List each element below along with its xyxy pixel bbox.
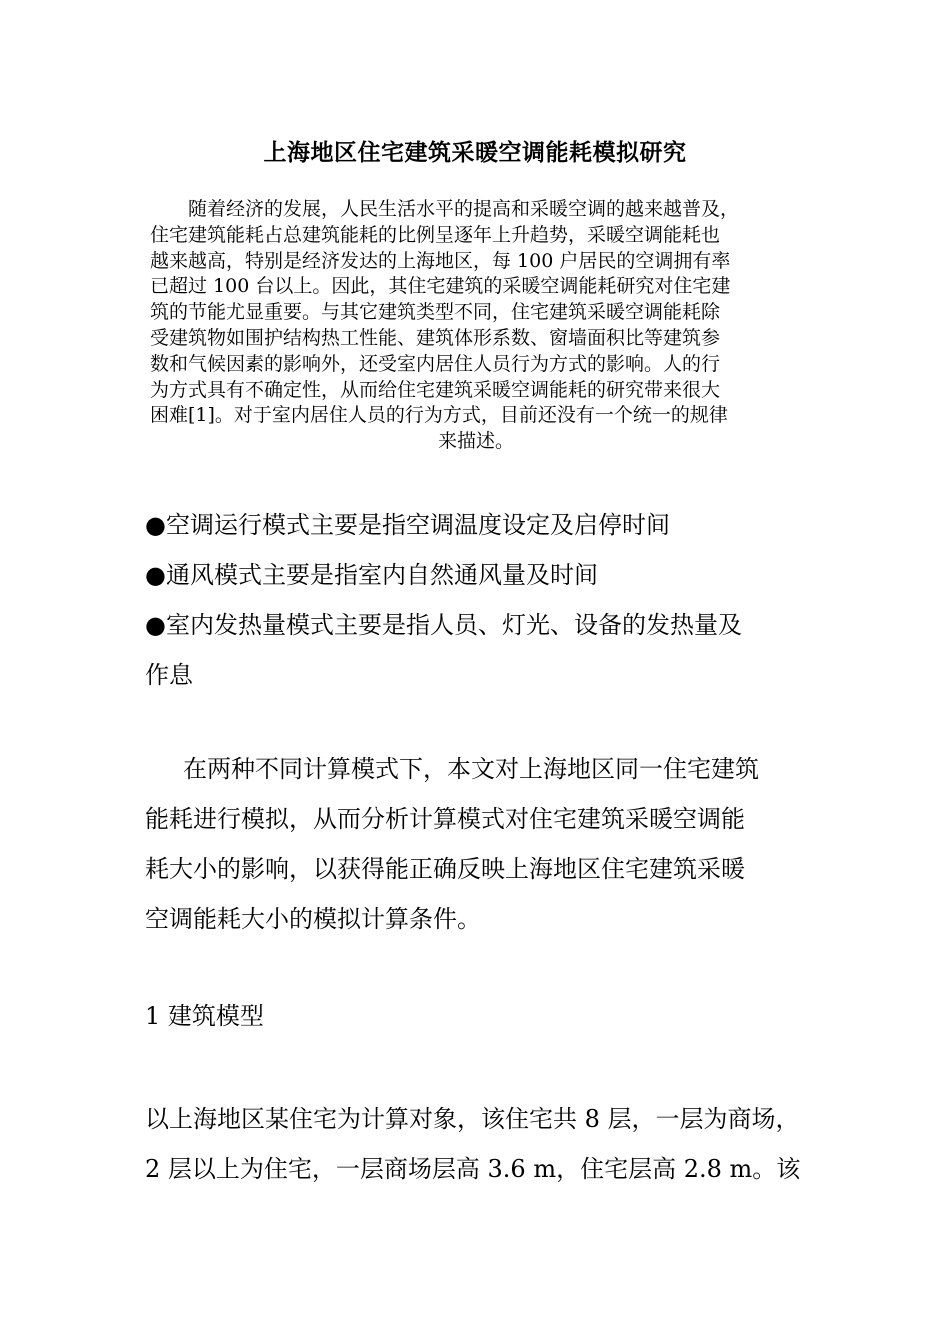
bullet-item: ●室内发热量模式主要是指人员、灯光、设备的发热量及 [145,611,742,639]
bullet-list [145,500,742,700]
bullet-item: ●通风模式主要是指室内自然通风量及时间 [145,561,598,589]
section-heading: 1 建筑模型 [145,1002,264,1030]
document-title: 上海地区住宅建筑采暖空调能耗模拟研究 [263,139,687,166]
paragraph-line: 耗大小的影响，以获得能正确反映上海地区住宅建筑采暖 [145,855,745,883]
abstract-line: 随着经济的发展，人民生活水平的提高和采暖空调的越来越普及， [188,198,740,220]
paragraph-line: 2 层以上为住宅，一层商场层高 3.6 m，住宅层高 2.8 m。该 [145,1155,801,1183]
bullet-item-continuation: 作息 [145,661,193,689]
paragraph-line: 能耗进行模拟，从而分析计算模式对住宅建筑采暖空调能 [145,805,745,833]
abstract-line: 已超过 100 台以上。因此，其住宅建筑的采暖空调能耗研究对住宅建 [150,275,731,298]
abstract-line: 受建筑物如围护结构热工性能、建筑体形系数、窗墙面积比等建筑参 [150,326,721,349]
body-paragraph [145,744,759,944]
paragraph-line: 在两种不同计算模式下，本文对上海地区同一住宅建筑 [183,755,759,783]
abstract-line: 为方式具有不确定性，从而给住宅建筑采暖空调能耗的研究带来很大 [150,378,721,401]
abstract-line: 住宅建筑能耗占总建筑能耗的比例呈逐年上升趋势，采暖空调能耗也 [150,223,721,246]
paragraph-line: 空调能耗大小的模拟计算条件。 [145,905,481,933]
abstract [150,197,802,455]
paragraph-line: 以上海地区某住宅为计算对象，该住宅共 8 层，一层为商场， [145,1105,800,1133]
abstract-line: 困难[1]。对于室内居住人员的行为方式，目前还没有一个统一的规律 [150,404,728,427]
abstract-line: 筑的节能尤显重要。与其它建筑类型不同，住宅建筑采暖空调能耗除 [150,301,721,324]
bullet-item: ●空调运行模式主要是指空调温度设定及启停时间 [145,511,670,539]
body-paragraph-2 [145,1094,800,1194]
abstract-line: 越来越高，特别是经济发达的上海地区，每 100 户居民的空调拥有率 [150,249,731,272]
abstract-line: 数和气候因素的影响外，还受室内居住人员行为方式的影响。人的行 [150,352,721,375]
abstract-line: 来描述。 [437,430,514,453]
